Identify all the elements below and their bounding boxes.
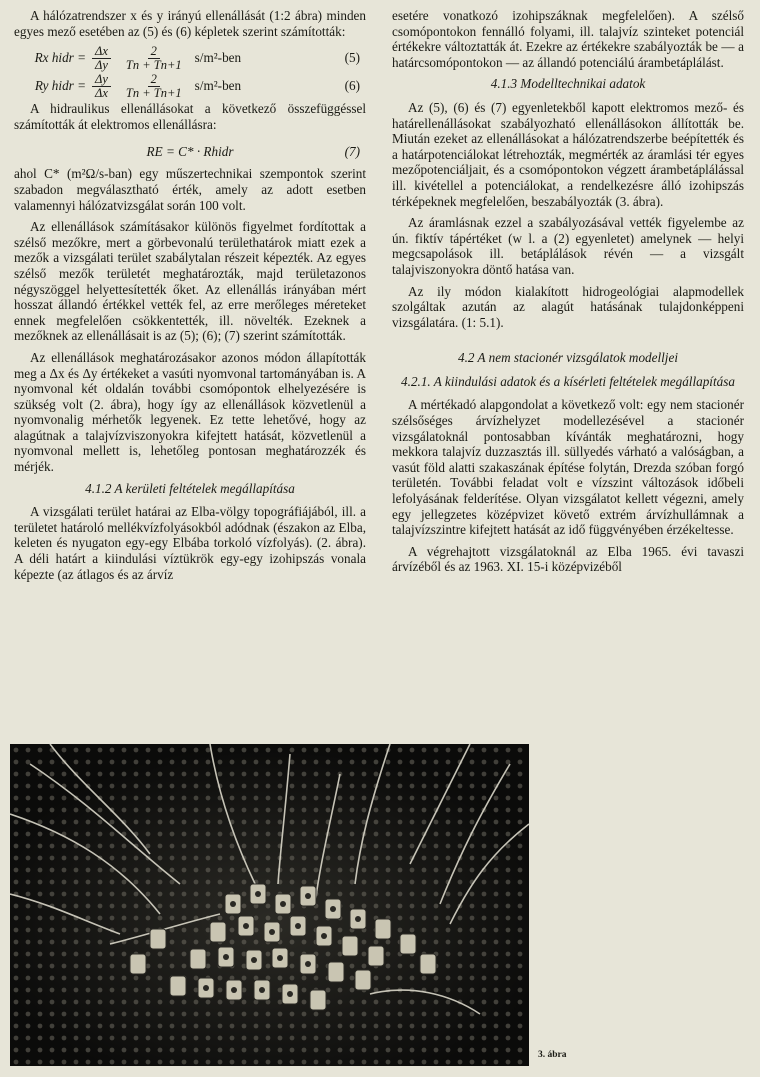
eq-den: Δx bbox=[95, 85, 108, 100]
paragraph: A vizsgálati terület határai az Elba-völgy topográfiájából, ill. a területet határoló mellékvízfolyásokból adódnak (északon az Elba, keleten és nyugaton egy-egy Elbába torkoló vízfolyás). (2. ábra). A déli határt a kiindulási víztükrök egy-egy izohipszás vonala képezte (az átlagos és az árvíz bbox=[14, 504, 366, 582]
eq-unit: s/m²-ben bbox=[194, 78, 242, 94]
eq-number: (5) bbox=[344, 50, 360, 66]
paragraph: esetére vonatkozó izohipszáknak megfelelően). A szélső csomópontokon fennálló folyami, ill. talajvíz szinteket potenciál értékekre változtatták át. Ezekre az értékekre szabályozták be — a határcsomópontokon — az állandó potenciálú árambetáplálást. bbox=[392, 8, 744, 70]
eq-number: (6) bbox=[344, 78, 360, 94]
paragraph: A hálózatrendszer x és y irányú ellenállását (1:2 ábra) minden egyes mező esetében az (5) és (6) képletek szerint számították: bbox=[14, 8, 366, 39]
section-heading: 4.1.3 Modelltechnikai adatok bbox=[490, 76, 646, 92]
eq-num: 2 bbox=[148, 73, 160, 87]
equation-7 bbox=[14, 138, 366, 164]
paragraph: Az ily módon kialakított hidrogeológiai alapmodellek szolgáltak azután az alagút hatásának tulajdonképpeni vizsgálatára. (1: 5.1). bbox=[392, 283, 744, 330]
paragraph: Az ellenállások számításakor különös figyelmet fordítottak a szélső mezőkre, mert a görbevonalú területhatárok miatt ezek a mezők a vizsgálati terület szabálytalan részeit képezték. Az egyes szélső mezők területét meghatározták, majd területazonos négyszöggel helyettesítették őket. Az ellenállás irányában mért hosszat állandó értékkel vették fel, az erre merőleges méreteket ennek megfelelően csökkentették, ill. növelték. Ezeknek a mezőknek az ellenállásait is az (5); (6); (7) szerint számították. bbox=[14, 219, 366, 344]
subsection-heading: 4.2.1. A kiindulási adatok és a kísérleti feltételek megállapítása bbox=[401, 373, 735, 389]
eq-den: Tn + Tn+1 bbox=[125, 57, 182, 72]
eq-lhs: Ry hidr = bbox=[34, 78, 86, 94]
resistor-network-photo bbox=[10, 744, 529, 1066]
eq-num: Δy bbox=[92, 73, 111, 87]
paragraph: Az ellenállások meghatározásakor azonos módon állapították meg a Δx és Δy értékeket a vasúti nyomvonal tartományában is. A nyomvonal két oldalán további csomópontok elhelyezésére is szükség volt (2. ábra), hogy így az ellenállások közvetlenül a nyomvonalig mérhetők legyenek. Ez tette lehetővé, hogy az alagútnak a talajvízviszonyokra kifejtett hatását, közvetlenül a nyomvonal mellett is, lehetőleg pontosan meghatározzék és mérjék. bbox=[14, 349, 366, 475]
paragraph: ahol C* (m²Ω/s-ban) egy műszertechnikai szempontok szerint szabadon megválasztható érték, amely az adott esetben valamennyi hálózatvizsgálat során 100 volt. bbox=[14, 166, 366, 213]
eq-number: (7) bbox=[344, 143, 360, 159]
eq-expression: RE = C* · Rhidr bbox=[146, 143, 234, 159]
eq-den: Δy bbox=[95, 57, 108, 72]
equation-5 bbox=[14, 45, 366, 71]
paragraph: A végrehajtott vizsgálatoknál az Elba 1965. évi tavaszi árvízéből és az 1963. XI. 15-i középvizéből bbox=[392, 543, 744, 575]
equation-6 bbox=[14, 73, 366, 99]
paragraph: Az (5), (6) és (7) egyenletekből kapott elektromos mező- és határellenállásokat szabályozható ellenállásokon állították be. Miután ezeket az ellenállásokat a hálózatrendszerbe beépítették és a határpotenciálokat létrehozták, megmérték az áramlási tér egyes mezőpotenciáljait, és a csomópontokon végzett árambetáplálással ill. kivétellel a potenciálokat, a rendelkezésre álló izohipszás térképeknek megfelelően, beszabályozták (3. ábra). bbox=[392, 99, 744, 209]
paragraph: Az áramlásnak ezzel a szabályozásával vették figyelembe az ún. fiktív tápértéket (w l. a (2) egyenletet) amelynek — helyi megcsapolások ill. betáplálások révén — a vizsgált talajviszonyokra döntő hatása van. bbox=[392, 215, 744, 277]
eq-num: Δx bbox=[92, 45, 111, 59]
eq-unit: s/m²-ben bbox=[194, 50, 242, 66]
figure-caption: 3. ábra bbox=[538, 1050, 567, 1060]
paragraph: A mértékadó alapgondolat a következő volt: egy nem stacionér szélsőséges árvízhelyzet modellezésével a stacionér vizsgálatoknál pontosabban kívánták meghatározni, hogy mekkora talajvíz duzzasztás ill. süllyedés várható a valóságban, a vasút föld alatti szakaszának építése folytán, Drezda szóban forgó területén. További feladat volt e vízszint változások időbeli lefolyásának felderítése. Olyan vizsgálatot kellett végezni, amely egy jellegzetes középvizet követő extrém árvízhullámnak a talajvízszintre kifejtett hatását az idő függvényében érzékeltesse. bbox=[392, 397, 744, 538]
right-column bbox=[392, 8, 744, 581]
section-heading: 4.1.2 A kerületi feltételek megállapítása bbox=[85, 480, 295, 496]
section-heading: 4.2 A nem stacionér vizsgálatok modelljei bbox=[457, 350, 678, 366]
figure-photo bbox=[10, 744, 529, 1066]
eq-den: Tn + Tn+1 bbox=[125, 85, 182, 100]
eq-num: 2 bbox=[148, 45, 160, 59]
paragraph: A hidraulikus ellenállásokat a következő összefüggéssel számították át elektromos ellenállásra: bbox=[14, 101, 366, 132]
eq-lhs: Rx hidr = bbox=[34, 50, 86, 66]
left-column bbox=[14, 8, 366, 588]
